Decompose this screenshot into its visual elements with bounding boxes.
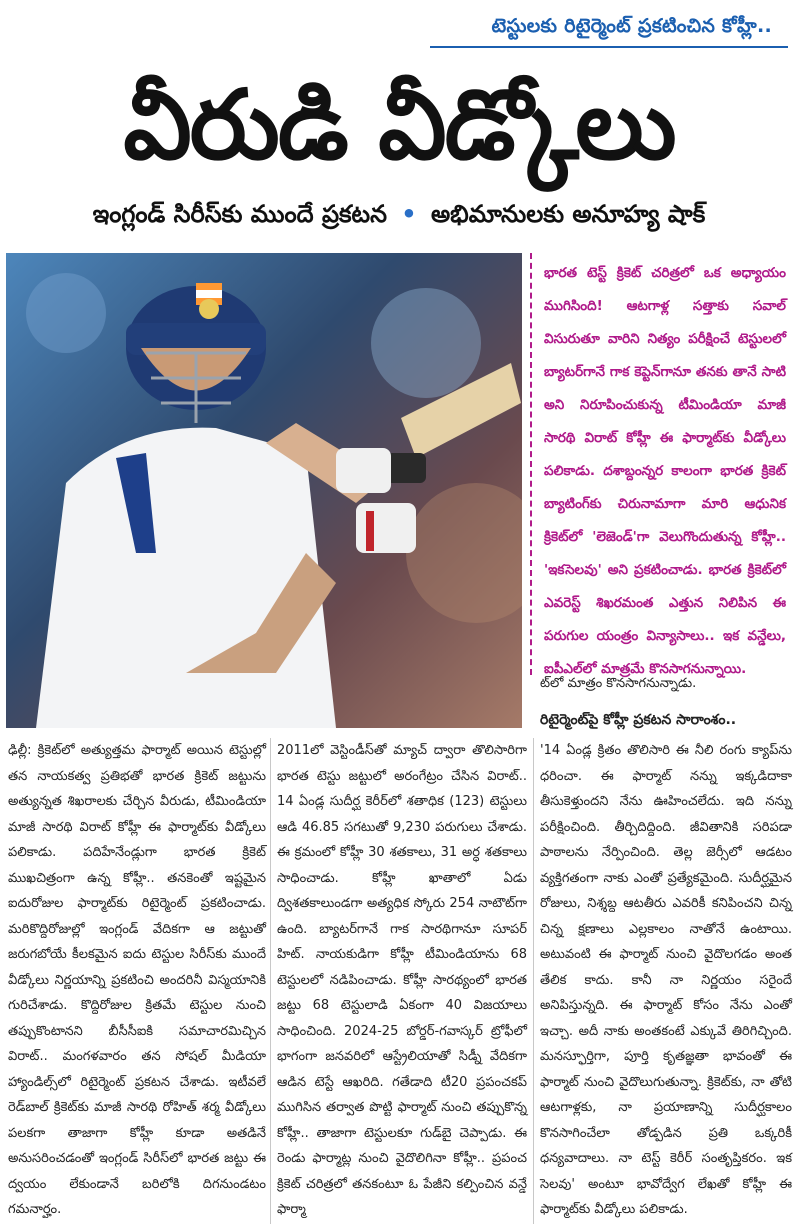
column-rule-1 [270,738,271,1224]
headline: వీరుడి వీడ్కోలు [123,69,675,181]
kicker-line: టెస్టులకు రిటైర్మెంట్ ప్రకటించిన కోహ్లీ.. [491,14,772,37]
kicker-rule [430,46,788,48]
subhead [0,200,798,234]
column-1-body: ఢిల్లీ: క్రికెట్‌లో అత్యుత్తమ ఫార్మాట్ అయిన టెస్టుల్లో తన నాయకత్వ ప్రతిభతో భారత క్రికెట్ జట్టును అత్యున్నత శిఖరాలకు చేర్చిన వీరుడు, టీమిండియా మాజీ సారథి విరాట్ కోహ్లీ ఈ ఫార్మాట్‌కు వీడ్కోలు పలికాడు. పదిహేనేండ్లుగా భారత క్రికెట్ ముఖచిత్రంగా ఉన్న కోహ్లీ.. తనకెంతో ఇష్టమైన ఐదురోజుల ఫార్మాట్‌కు రిటైర్మెంట్ ప్రకటించాడు. మరికొద్దిరోజుల్లో ఇంగ్లండ్ వేదికగా ఆ జట్టుతో జరుగబోయే కీలకమైన ఐదు టెస్టుల సిరీస్‌కు ముందే వీడ్కోలు నిర్ణయాన్ని ప్రకటించి అందరినీ విస్మయానికి గురిచేశాడు. కొద్దిరోజుల క్రితమే టెస్టుల నుంచి తప్పుకొంటానని బీసీసీఐకి సమాచారమిచ్చిన విరాట్.. మంగళవారం తన సోషల్ మీడియా హ్యాండిల్స్‌లో రిటైర్మెంట్ ప్రకటన చేశాడు. ఇటీవలే రెడ్‌బాల్ క్రికెట్‌కు మాజీ సారథి రోహిత్ శర్మ వీడ్కోలు పలకగా తాజాగా కోహ్లీ కూడా అతడినే అనుసరించడంతో ఇంగ్లండ్ సిరీస్‌లో భారత జట్టు ఈ ద్వయం లేకుండానే బరిలోకి దిగనుండటం గమనార్హం. [8,743,266,1217]
subhead-right: అభిమానులకు అనూహ్య షాక్ [430,200,706,228]
column-2-body: 2011లో వెస్టిండీస్‌తో మ్యాచ్ ద్వారా తొలిసారిగా భారత టెస్టు జట్టులో అరంగేట్రం చేసిన విరాట్.. 14 ఏండ్ల సుదీర్ఘ కెరీర్‌లో శతాధిక (123) టెస్టులు ఆడి 46.85 సగటుతో 9,230 పరుగులు చేశాడు. ఈ క్రమంలో కోహ్లీ 30 శతకాలు, 31 అర్ధ శతకాలు సాధించాడు. కోహ్లీ ఖాతాలో ఏడు ద్విశతకాలుండగా అత్యధిక స్కోరు 254 నాటౌట్‌గా ఉంది. బ్యాటర్‌గానే గాక సారథిగానూ సూపర్ హిట్. నాయకుడిగా కోహ్లీ టీమిండియాను 68 టెస్టులలో నడిపించాడు. కోహ్లీ సారథ్యంలో భారత జట్టు 68 టెస్టులాడి ఏకంగా 40 విజయాలు సాధించింది. 2024-25 బోర్డర్-గవాస్కర్ ట్రోఫీలో భాగంగా జనవరిలో ఆస్ట్రేలియాతో సిడ్నీ వేదికగా ఆడిన టెస్టే ఆఖరిది. గతేడాది టీ20 ప్రపంచకప్ ముగిసిన తర్వాత పొట్టి ఫార్మాట్ నుంచి తప్పుకొన్న కోహ్లీ.. తాజాగా టెస్టులకూ గుడ్‌బై చెప్పాడు. ఈ రెండు ఫార్మాట్ల నుంచి వైదొలిగినా కోహ్లీ.. ప్రపంచ క్రికెట్ చరిత్రలో తనకంటూ ఓ పేజీని కల్పించిన వన్డే ఫార్మా [277,743,527,1217]
column-3-body: '14 ఏండ్ల క్రితం తొలిసారి ఈ నీలి రంగు క్యాప్‌ను ధరించా. ఈ ఫార్మాట్ నన్ను ఇక్కడిదాకా తీసుకెళ్తుందని నేను ఊహించలేదు. ఇది నన్ను పరీక్షించింది. తీర్చిదిద్దింది. జీవితానికి సరిపడా పాఠాలను నేర్పించింది. తెల్ల జెర్సీలో ఆడటం వ్యక్తిగతంగా నాకు ఎంతో ప్రత్యేకమైంది. సుదీర్ఘమైన రోజులు, నిశ్శబ్ద ఆటతీరు ఎవరికీ కనిపించని చిన్న చిన్న క్షణాలు ఎల్లకాలం నాతోనే ఉంటాయి. అటువంటి ఈ ఫార్మాట్ నుంచి వైదొలగడం అంత తేలిక కాదు. కానీ నా నిర్ణయం సరైందే అనిపిస్తున్నది. ఈ ఫార్మాట్ కోసం నేను ఎంతో ఇచ్చా. అదీ నాకు అంతకంటే ఎక్కువే తిరిగిచ్చింది. మనస్ఫూర్తిగా, పూర్తి కృతజ్ఞతా భావంతో ఈ ఫార్మాట్ నుంచి వైదొలుగుతున్నా. క్రికెట్‌కు, నా తోటి ఆటగాళ్లకు, నా ప్రయాణాన్ని సుదీర్ఘకాలం కొనసాగించేలా తోడ్పడిన ప్రతి ఒక్కరికీ ధన్యవాదాలు. నా టెస్ట్ కెరీర్ సంతృప్తికరం. ఇక సెలవు' అంటూ భావోద్వేగ లేఖతో కోహ్లీ ఈ ఫార్మాట్‌కు వీడ్కోలు పలికాడు. [540,743,792,1217]
summary-heading: రిటైర్మెంట్‌పై కోహ్లీ ప్రకటన సారాంశం.. [540,712,737,728]
player-photo [6,253,522,728]
subhead-bullet: • [401,200,417,228]
batsman-illustration [6,253,522,728]
intro-paragraph: భారత టెస్ట్ క్రికెట్ చరిత్రలో ఒక అధ్యాయం ముగిసింది! ఆటగాళ్ల సత్తాకు సవాల్ విసురుతూ వారిని నిత్యం పరీక్షించే టెస్టులలో బ్యాటర్‌గానే గాక కెప్టెన్‌గానూ తనకు తానే సాటి అని నిరూపించుకున్న టీమిండియా మాజీ సారథి విరాట్ కోహ్లీ ఈ ఫార్మాట్‌కు వీడ్కోలు పలికాడు. దశాబ్దంన్నర కాలంగా భారత క్రికెట్ బ్యాటింగ్‌కు చిరునామాగా మారి ఆధునిక క్రికెట్‌లో 'లెజెండ్'గా వెలుగొందుతున్న కోహ్లీ.. 'ఇకసెలవు' అని ప్రకటించాడు. భారత క్రికెట్‌లో ఎవరెస్ట్ శిఖరమంత ఎత్తున నిలిపిన ఈ పరుగుల యంత్రం విన్యాసాలు.. ఇక వన్డేలు, ఐపీఎల్‌లో మాత్రమే కొనసాగనున్నాయి. [530,253,792,675]
intro-tail: ట్‌లో మాత్రం కొనసాగనున్నాడు. [540,676,697,691]
column-rule-2 [533,738,534,1224]
subhead-left: ఇంగ్లండ్ సిరీస్‌కు ముందే ప్రకటన [92,200,387,228]
